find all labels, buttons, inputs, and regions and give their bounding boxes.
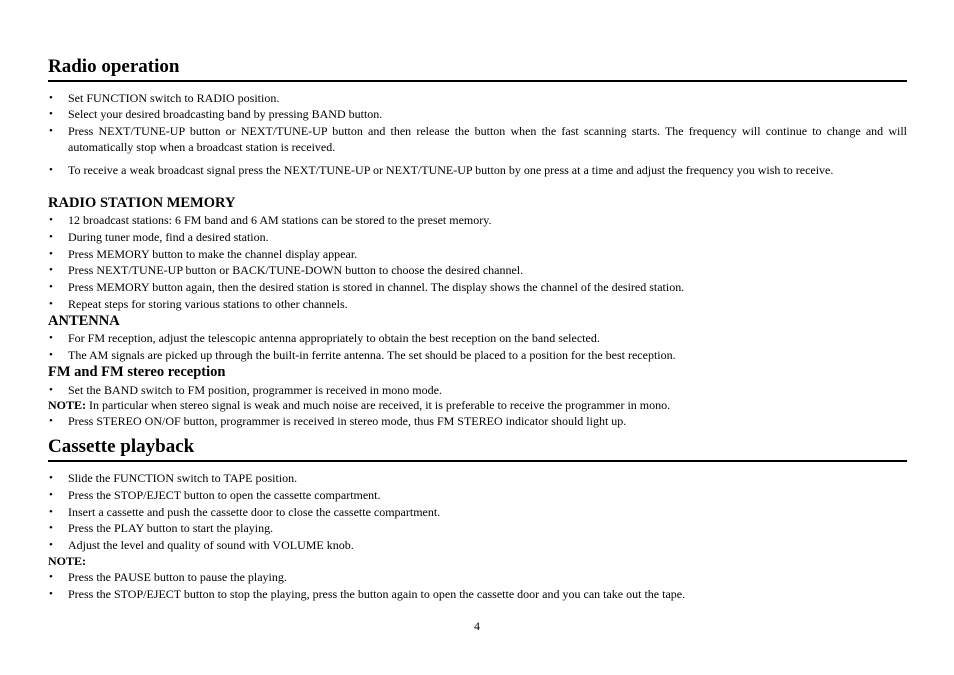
bullet-icon: •	[49, 472, 53, 484]
list-item: • Repeat steps for storing various stations to other channels.	[49, 297, 348, 311]
bullet-icon: •	[49, 164, 53, 176]
bullet-icon: •	[49, 281, 53, 293]
list-item: • Press NEXT/TUNE-UP button or NEXT/TUNE-UP button and then release the button when the fast scanning starts. The frequency will continue to change and will automatically stop when a broadcast station is received.	[49, 124, 907, 154]
bullet-icon: •	[49, 349, 53, 361]
list-item: • 12 broadcast stations: 6 FM band and 6 AM stations can be stored to the preset memory.	[49, 213, 492, 227]
list-item: • Press the STOP/EJECT button to open the cassette compartment.	[49, 488, 381, 502]
radio-station-memory-heading: RADIO STATION MEMORY	[48, 195, 236, 211]
fm-stereo-heading: FM and FM stereo reception	[48, 364, 226, 380]
list-item: • During tuner mode, find a desired station.	[49, 230, 269, 244]
bullet-icon: •	[49, 214, 53, 226]
bullet-icon: •	[49, 298, 53, 310]
bullet-icon: •	[49, 108, 53, 120]
bullet-icon: •	[49, 522, 53, 534]
list-item: • For FM reception, adjust the telescopic antenna appropriately to obtain the best reception on the band selected.	[49, 331, 600, 345]
bullet-icon: •	[49, 489, 53, 501]
note-label: NOTE:	[48, 554, 87, 568]
cassette-note	[48, 553, 907, 569]
antenna-heading: ANTENNA	[48, 313, 120, 329]
stereo-note	[48, 397, 907, 413]
bullet-icon: •	[49, 231, 53, 243]
bullet-icon: •	[49, 125, 53, 137]
radio-operation-heading: Radio operation	[48, 56, 180, 77]
list-item: • Press MEMORY button again, then the desired station is stored in channel. The display shows the channel of the desired station.	[49, 280, 685, 294]
list-item: • Set FUNCTION switch to RADIO position.	[49, 91, 280, 105]
bullet-icon: •	[49, 506, 53, 518]
bullet-icon: •	[49, 264, 53, 276]
list-item: • Slide the FUNCTION switch to TAPE position.	[49, 471, 298, 485]
bullet-icon: •	[49, 588, 53, 600]
note-label: NOTE:	[48, 398, 87, 412]
list-item: • Select your desired broadcasting band by pressing BAND button.	[49, 107, 383, 121]
list-item: • Press the PLAY button to start the playing.	[49, 521, 274, 535]
bullet-icon: •	[49, 92, 53, 104]
list-item: • Press the PAUSE button to pause the playing.	[49, 570, 287, 584]
list-item: • To receive a weak broadcast signal press the NEXT/TUNE-UP or NEXT/TUNE-UP button by one press at a time and adjust the frequency you wish to receive.	[49, 163, 834, 177]
list-item: • Press STEREO ON/OF button, programmer is received in stereo mode, thus FM STEREO indicator should light up.	[49, 414, 627, 428]
bullet-icon: •	[49, 415, 53, 427]
list-item: • The AM signals are picked up through the built-in ferrite antenna. The set should be placed to a position for the best reception.	[49, 348, 676, 362]
list-item: • Set the BAND switch to FM position, programmer is received in mono mode.	[49, 383, 442, 397]
bullet-icon: •	[49, 384, 53, 396]
bullet-icon: •	[49, 571, 53, 583]
list-item: • Press MEMORY button to make the channel display appear.	[49, 247, 358, 261]
list-item: • Press the STOP/EJECT button to stop the playing, press the button again to open the cassette door and you can take out the tape.	[49, 587, 686, 601]
heading-rule	[48, 460, 907, 462]
page-number: 4	[474, 619, 480, 633]
bullet-icon: •	[49, 248, 53, 260]
bullet-icon: •	[49, 332, 53, 344]
list-item: • Insert a cassette and push the cassette door to close the cassette compartment.	[49, 505, 441, 519]
cassette-playback-heading: Cassette playback	[48, 436, 195, 457]
list-item: • Adjust the level and quality of sound with VOLUME knob.	[49, 538, 354, 552]
list-item: • Press NEXT/TUNE-UP button or BACK/TUNE-DOWN button to choose the desired channel.	[49, 263, 524, 277]
note-text: In particular when stereo signal is weak and much noise are received, it is preferable to receive the programmer in mono.	[86, 398, 671, 412]
heading-rule	[48, 80, 907, 82]
bullet-icon: •	[49, 539, 53, 551]
